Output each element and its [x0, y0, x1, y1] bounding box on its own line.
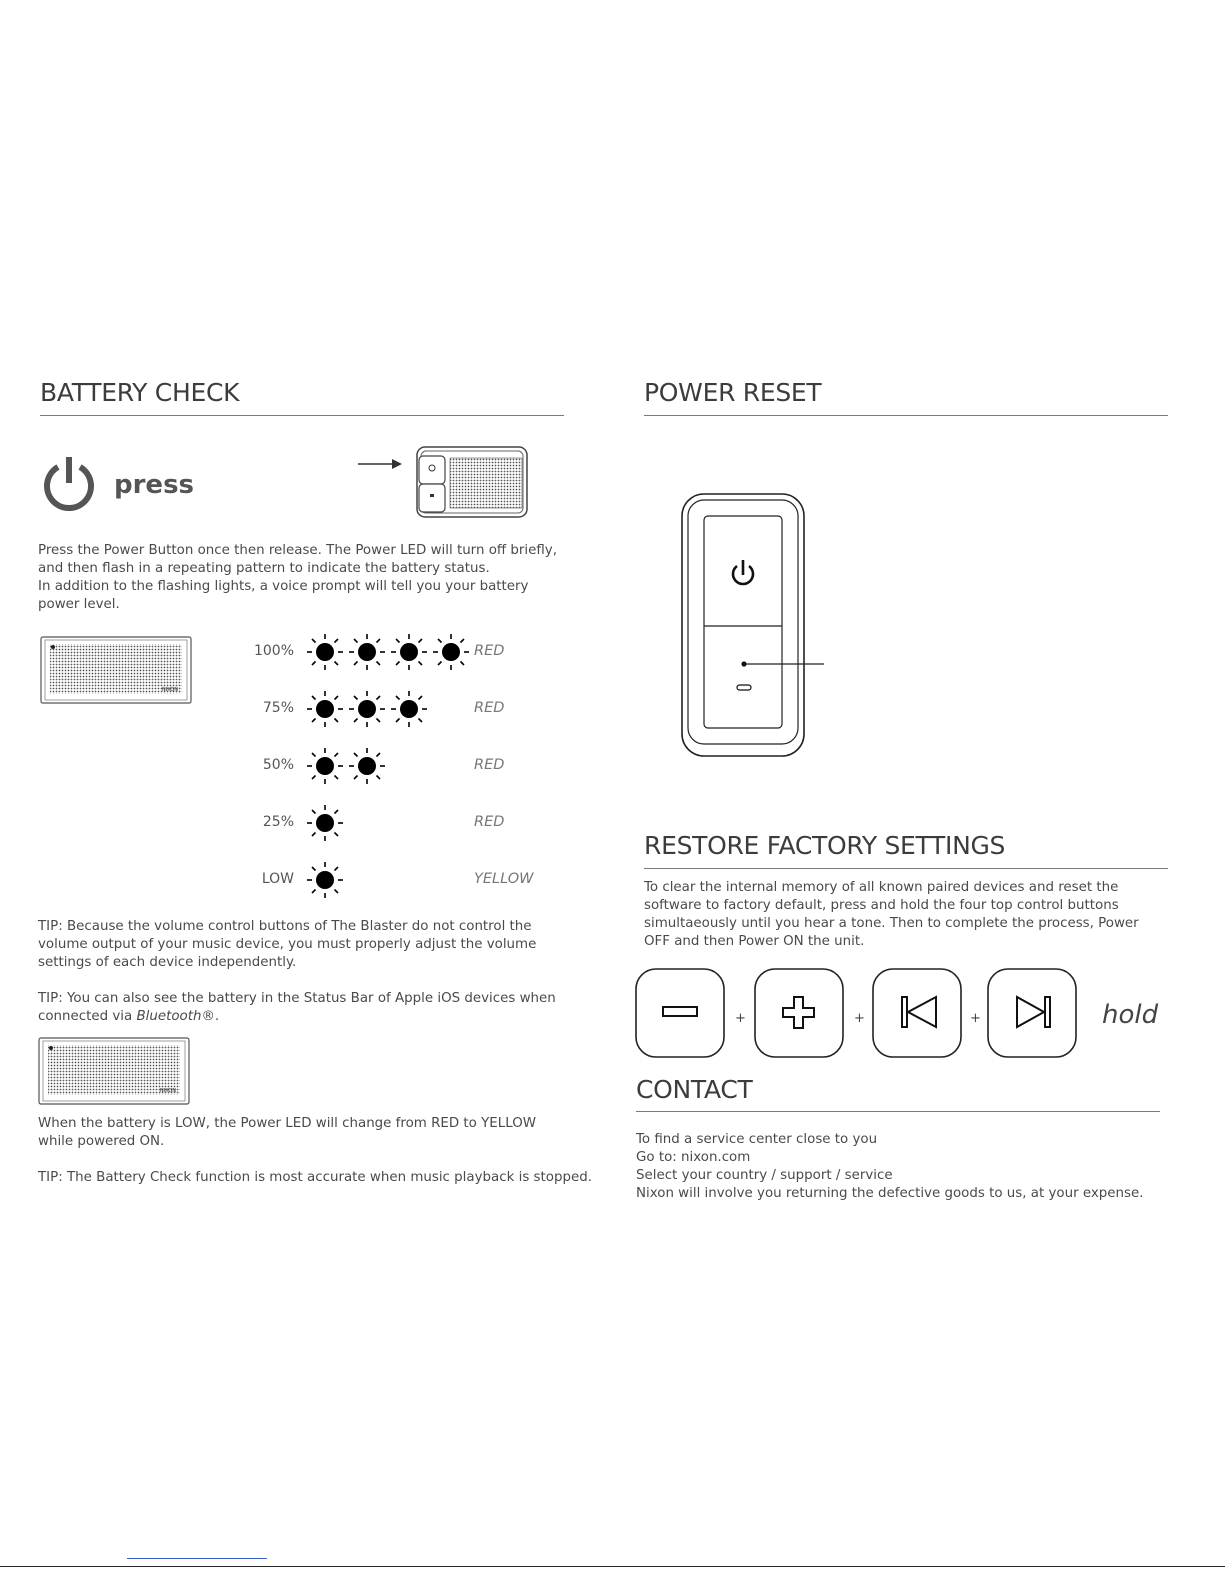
low-battery-note: [38, 1115, 536, 1151]
plus-sign: +: [735, 1011, 746, 1026]
footer-link-underline: [127, 1558, 267, 1559]
tip-prefix: connected via: [38, 1009, 137, 1024]
led-light-icon: [306, 861, 344, 899]
battery-level-label: 50%: [262, 757, 294, 773]
battery-level-label: LOW: [261, 871, 294, 887]
speaker-brand-text: NIXON: [162, 687, 178, 693]
intro-line: and then flash in a repeating pattern to indicate the battery status.: [38, 561, 490, 576]
contact-line: Nixon will involve you returning the defective goods to us, at your expense.: [636, 1186, 1144, 1201]
battery-level-color: RED: [474, 700, 505, 716]
power-icon: [42, 455, 96, 511]
intro-line: Press the Power Button once then release. The Power LED will turn off briefly,: [38, 543, 557, 558]
contact-line: Go to: nixon.com: [636, 1150, 751, 1165]
tip-suffix: .: [214, 1009, 220, 1024]
led-light-icon: [306, 690, 344, 728]
battery-check-rule: [40, 415, 564, 416]
led-light-icon: [348, 690, 386, 728]
led-light-icon: [306, 804, 344, 842]
press-label: press: [114, 470, 195, 500]
contact-paragraph: [636, 1131, 1143, 1203]
restore-line: simultaeously until you hear a tone. Then to complete the process, Power: [644, 916, 1139, 931]
speaker-front-illustration: [40, 636, 192, 704]
intro-line: power level.: [38, 597, 120, 612]
next-button: [988, 969, 1076, 1057]
restore-line: OFF and then Power ON the unit.: [644, 934, 865, 949]
battery-check-heading: BATTERY CHECK: [40, 378, 240, 407]
bluetooth-text: Bluetooth®: [136, 1009, 215, 1024]
battery-level-color: RED: [474, 757, 505, 773]
tip-line-2: [38, 1008, 556, 1026]
tip-volume: [38, 918, 536, 972]
battery-level-label: 25%: [262, 814, 294, 830]
led-light-icon: [306, 633, 344, 671]
contact-line: Select your country / support / service: [636, 1168, 893, 1183]
led-light-icon: [348, 747, 386, 785]
speaker-front-illustration-2: [38, 1037, 190, 1105]
led-dot: [741, 661, 746, 666]
plus-sign: +: [854, 1011, 865, 1026]
power-reset-heading: POWER RESET: [644, 378, 822, 407]
tip-ios-status: [38, 990, 556, 1026]
led-light-icon: [390, 633, 428, 671]
power-reset-rule: [644, 415, 1168, 416]
intro-line: In addition to the flashing lights, a voice prompt will tell you your battery: [38, 579, 529, 594]
arrow-icon: [356, 456, 404, 472]
restore-heading: RESTORE FACTORY SETTINGS: [644, 831, 1006, 860]
battery-level-color: YELLOW: [474, 871, 534, 887]
restore-paragraph: [644, 879, 1139, 951]
led-light-icon: [306, 747, 344, 785]
footer-rule: [0, 1566, 1225, 1567]
battery-level-label: 100%: [253, 643, 294, 659]
minus-button: [636, 969, 724, 1057]
contact-rule: [636, 1111, 1160, 1112]
battery-level-color: RED: [474, 814, 505, 830]
tip-line: settings of each device independently.: [38, 955, 297, 970]
note-line: while powered ON.: [38, 1134, 165, 1149]
led-light-icon: [390, 690, 428, 728]
note-line: When the battery is LOW, the Power LED will change from RED to YELLOW: [38, 1116, 536, 1131]
led-light-icon: [348, 633, 386, 671]
led-light-icon: [432, 633, 470, 671]
restore-line: software to factory default, press and hold the four top control buttons: [644, 898, 1119, 913]
plus-button: [755, 969, 843, 1057]
battery-level-label: 75%: [262, 700, 294, 716]
power-button-illustration: [680, 492, 828, 758]
speaker-side-illustration: [416, 446, 528, 518]
contact-line: To find a service center close to you: [636, 1132, 878, 1147]
tip-accuracy: TIP: The Battery Check function is most accurate when music playback is stopped.: [38, 1170, 592, 1185]
tip-line: volume output of your music device, you must properly adjust the volume: [38, 937, 537, 952]
battery-intro-paragraph: [38, 542, 557, 614]
contact-heading: CONTACT: [636, 1075, 753, 1104]
tip-line: TIP: Because the volume control buttons of The Blaster do not control the: [38, 919, 532, 934]
battery-level-color: RED: [474, 643, 505, 659]
speaker-brand-text: NIXON: [160, 1088, 176, 1094]
restore-line: To clear the internal memory of all known paired devices and reset the: [644, 880, 1119, 895]
tip-line: TIP: You can also see the battery in the Status Bar of Apple iOS devices when: [38, 991, 556, 1006]
plus-sign: +: [970, 1011, 981, 1026]
previous-button: [873, 969, 961, 1057]
hold-label: hold: [1102, 1000, 1159, 1030]
restore-rule: [644, 868, 1168, 869]
